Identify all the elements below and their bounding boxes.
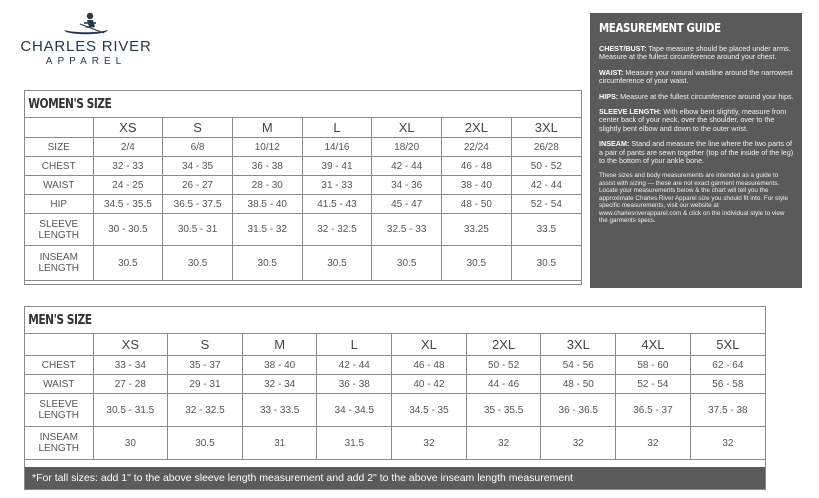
size-header-cell: 5XL <box>690 334 765 356</box>
table-cell: 30.5 <box>163 246 233 281</box>
table-cell: 33.5 <box>511 214 581 246</box>
row-label: WAIST <box>25 375 93 394</box>
row-label: INSEAM LENGTH <box>25 246 93 281</box>
table-cell: 34 - 36 <box>372 176 442 195</box>
guide-text: Measure at the fullest circumference around your hips. <box>620 91 794 101</box>
table-cell: 42 - 44 <box>317 356 392 375</box>
table-cell: 35 - 37 <box>168 356 243 375</box>
size-header-cell: M <box>232 118 302 138</box>
guide-term: SLEEVE LENGTH: <box>599 107 662 117</box>
table-cell: 44 - 46 <box>466 375 541 394</box>
table-cell: 45 - 47 <box>372 195 442 214</box>
row-label: CHEST <box>25 157 93 176</box>
table-cell: 33 - 33.5 <box>242 394 317 427</box>
table-row <box>25 176 581 195</box>
guide-term: HIPS: <box>599 91 619 101</box>
table-cell: 31 - 33 <box>302 176 372 195</box>
table-cell: 27 - 28 <box>93 375 168 394</box>
size-header-cell: XL <box>392 334 467 356</box>
table-row <box>25 214 581 246</box>
table-row <box>25 246 581 281</box>
table-cell: 30.5 - 31.5 <box>93 394 168 427</box>
row-label: SIZE <box>25 138 93 157</box>
table-cell: 33.25 <box>442 214 512 246</box>
table-cell: 30 - 30.5 <box>93 214 163 246</box>
table-cell: 36.5 - 37.5 <box>163 195 233 214</box>
table-cell: 31 <box>242 427 317 460</box>
table-cell: 50 - 52 <box>511 157 581 176</box>
header-corner-cell <box>25 334 93 356</box>
table-cell: 32 - 34 <box>242 375 317 394</box>
table-cell: 38 - 40 <box>242 356 317 375</box>
table-cell: 36 - 38 <box>232 157 302 176</box>
table-cell: 42 - 44 <box>511 176 581 195</box>
table-cell: 30.5 <box>168 427 243 460</box>
table-cell: 48 - 50 <box>541 375 616 394</box>
table-cell: 48 - 50 <box>442 195 512 214</box>
guide-text: Tape measure should be placed under arms. Measure at the fullest circumference around your chest. <box>599 44 791 62</box>
table-cell: 36 - 38 <box>317 375 392 394</box>
table-row <box>25 157 581 176</box>
table-cell: 40 - 42 <box>392 375 467 394</box>
guide-term: CHEST/BUST: <box>599 44 647 53</box>
table-row <box>25 375 765 394</box>
guide-item <box>599 140 794 165</box>
table-cell: 32 <box>690 427 765 460</box>
womens-size-title: WOMEN'S SIZE <box>28 97 112 112</box>
table-cell: 30.5 <box>93 246 163 281</box>
table-cell: 32 <box>541 427 616 460</box>
guide-title: MEASUREMENT GUIDE <box>599 21 721 35</box>
table-cell: 36.5 - 37 <box>616 394 691 427</box>
size-header-cell: S <box>168 334 243 356</box>
table-cell: 22/24 <box>442 138 512 157</box>
table-cell: 46 - 48 <box>442 157 512 176</box>
guide-disclaimer: These sizes and body measurements are intended as a guide to assist with sizing — these are not exact garment measurements. Locate your measurements below & the chart will tell you the approximate Charles River Apparel size you should fit into. For style specific measurements, visit our website at www.charlesriverapparel.com & click on the individual style to view the garments specs. <box>599 172 788 225</box>
tall-sizes-note: *For tall sizes: add 1" to the above sleeve length measurement and add 2" to the above inseam length measurement <box>25 467 765 489</box>
header-corner-cell <box>25 118 93 138</box>
table-cell: 6/8 <box>163 138 233 157</box>
table-cell: 37.5 - 38 <box>690 394 765 427</box>
table-cell: 50 - 52 <box>466 356 541 375</box>
table-cell: 62 - 64 <box>690 356 765 375</box>
table-cell: 32 <box>392 427 467 460</box>
size-header-cell: 2XL <box>466 334 541 356</box>
table-row <box>25 394 765 427</box>
table-cell: 38 - 40 <box>442 176 512 195</box>
table-cell: 32.5 - 33 <box>372 214 442 246</box>
table-cell: 34.5 - 35 <box>392 394 467 427</box>
guide-item <box>599 108 794 133</box>
table-cell: 26 - 27 <box>163 176 233 195</box>
table-cell: 33 - 34 <box>93 356 168 375</box>
table-cell: 46 - 48 <box>392 356 467 375</box>
measurement-guide <box>590 13 802 288</box>
table-cell: 32 - 33 <box>93 157 163 176</box>
women-header-row <box>25 118 581 138</box>
table-cell: 30 <box>93 427 168 460</box>
womens-size-chart <box>24 90 582 285</box>
womens-size-table <box>25 117 581 281</box>
guide-item <box>599 93 794 101</box>
table-cell: 30.5 <box>511 246 581 281</box>
table-cell: 32 - 32.5 <box>168 394 243 427</box>
guide-item <box>599 69 794 86</box>
size-header-cell: L <box>317 334 392 356</box>
men-header-row <box>25 334 765 356</box>
table-cell: 2/4 <box>93 138 163 157</box>
table-cell: 42 - 44 <box>372 157 442 176</box>
rower-icon <box>60 12 112 36</box>
size-header-cell: L <box>302 118 372 138</box>
table-cell: 52 - 54 <box>616 375 691 394</box>
table-cell: 30.5 <box>372 246 442 281</box>
table-cell: 35 - 35.5 <box>466 394 541 427</box>
row-label: WAIST <box>25 176 93 195</box>
guide-text: With elbow bent slightly, measure from center back of your neck, over the shoulder, over to the slightly bent elbow and down to the outer wrist. <box>599 107 787 133</box>
table-row <box>25 356 765 375</box>
table-cell: 30.5 <box>302 246 372 281</box>
table-cell: 41.5 - 43 <box>302 195 372 214</box>
guide-item <box>599 45 794 62</box>
table-cell: 32 <box>466 427 541 460</box>
size-header-cell: M <box>242 334 317 356</box>
row-label: CHEST <box>25 356 93 375</box>
table-row <box>25 427 765 460</box>
guide-term: WAIST: <box>599 67 624 77</box>
table-cell: 34 - 34.5 <box>317 394 392 427</box>
table-cell: 30.5 <box>442 246 512 281</box>
row-label: HIP <box>25 195 93 214</box>
table-cell: 32 - 32.5 <box>302 214 372 246</box>
table-cell: 36 - 36.5 <box>541 394 616 427</box>
mens-size-table <box>25 333 765 460</box>
mens-size-chart <box>24 306 766 490</box>
table-row <box>25 138 581 157</box>
row-label: SLEEVE LENGTH <box>25 214 93 246</box>
brand-name: CHARLES RIVER <box>20 38 152 55</box>
table-cell: 38.5 - 40 <box>232 195 302 214</box>
table-cell: 31.5 <box>317 427 392 460</box>
table-cell: 54 - 56 <box>541 356 616 375</box>
table-cell: 34.5 - 35.5 <box>93 195 163 214</box>
size-header-cell: 2XL <box>442 118 512 138</box>
size-header-cell: XS <box>93 334 168 356</box>
table-cell: 31.5 - 32 <box>232 214 302 246</box>
table-cell: 39 - 41 <box>302 157 372 176</box>
table-cell: 18/20 <box>372 138 442 157</box>
size-header-cell: XL <box>372 118 442 138</box>
brand-logo <box>20 12 152 72</box>
size-header-cell: S <box>163 118 233 138</box>
size-header-cell: 3XL <box>541 334 616 356</box>
table-cell: 28 - 30 <box>232 176 302 195</box>
guide-term: INSEAM: <box>599 139 630 149</box>
table-cell: 34 - 35 <box>163 157 233 176</box>
table-cell: 29 - 31 <box>168 375 243 394</box>
table-cell: 30.5 - 31 <box>163 214 233 246</box>
row-label: INSEAM LENGTH <box>25 427 93 460</box>
table-cell: 52 - 54 <box>511 195 581 214</box>
table-cell: 26/28 <box>511 138 581 157</box>
table-row <box>25 195 581 214</box>
row-label: SLEEVE LENGTH <box>25 394 93 427</box>
mens-size-title: MEN'S SIZE <box>28 313 92 328</box>
guide-text: Measure your natural waistline around the narrowest circumference of your waist. <box>599 67 793 86</box>
table-cell: 14/16 <box>302 138 372 157</box>
size-header-cell: 3XL <box>511 118 581 138</box>
table-cell: 58 - 60 <box>616 356 691 375</box>
table-cell: 24 - 25 <box>93 176 163 195</box>
table-cell: 10/12 <box>232 138 302 157</box>
table-cell: 32 <box>616 427 691 460</box>
table-cell: 56 - 58 <box>690 375 765 394</box>
table-cell: 30.5 <box>232 246 302 281</box>
size-header-cell: 4XL <box>616 334 691 356</box>
size-header-cell: XS <box>93 118 163 138</box>
guide-text: Stand and measure the line where the two parts of a pair of pants are sewn together (top of the inside of the leg) to the bottom of your ankle bone. <box>599 139 794 166</box>
brand-subname: APPAREL <box>45 56 127 67</box>
